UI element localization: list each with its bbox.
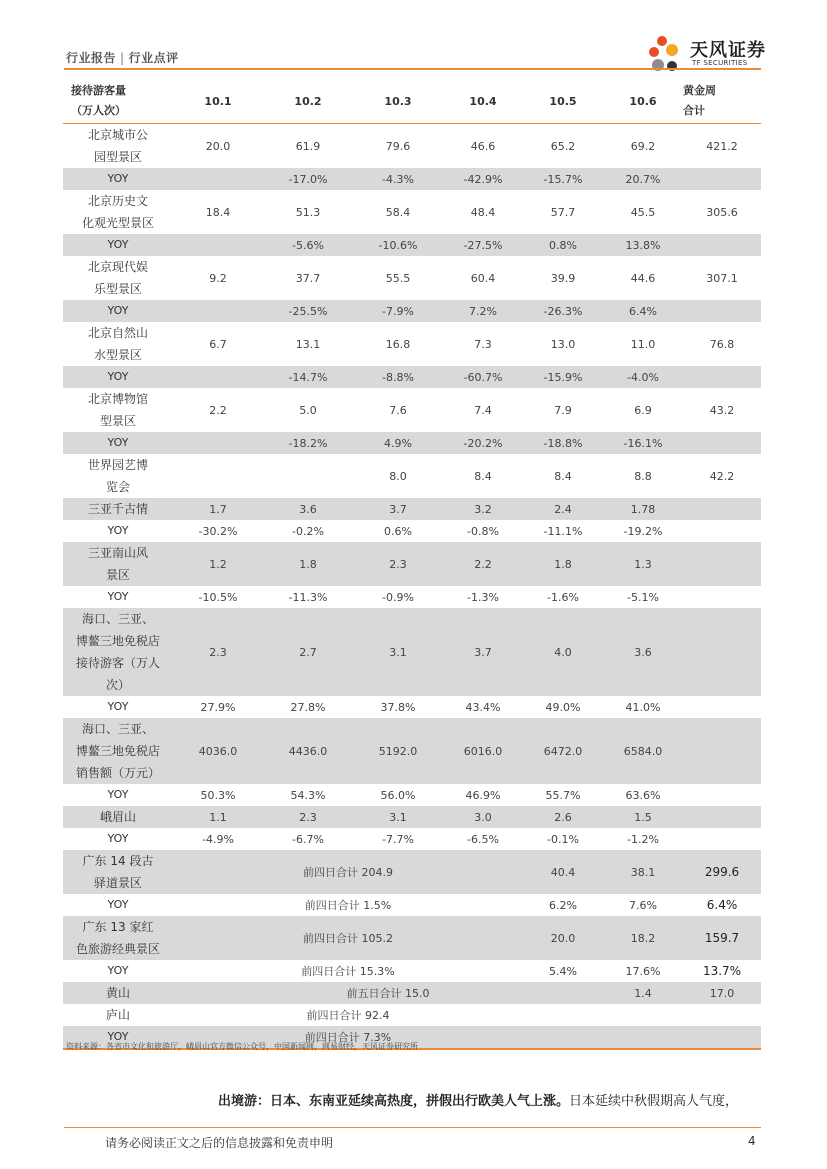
table-cell: 6.9 [634,403,652,417]
table-cell: -0.2% [292,524,324,538]
table-cell: 13.0 [550,337,576,351]
table-cell: -4.9% [202,832,234,846]
table-cell: -1.3% [467,590,499,604]
table-cell: 1.5 [603,806,683,828]
table-cell: 305.6 [706,205,738,219]
table-cell: 43.4% [465,700,501,714]
body-paragraph [218,1090,738,1109]
table-cell: -10.5% [198,590,238,604]
table-header-row [63,79,761,124]
table-cell: -16.1% [603,432,683,454]
table-cell: 前四日合计 7.3% [173,1026,523,1049]
table-cell [683,300,761,322]
table-cell [683,586,761,608]
table-cell [683,718,761,784]
table-cell: 51.3 [295,205,321,219]
table-row [63,432,761,454]
row-label: YOY [63,1026,173,1049]
row-label: 黄山 [63,982,173,1004]
table-cell [523,1026,603,1049]
table-cell: 8.4 [554,469,572,483]
table-cell [263,454,353,498]
table-cell: -30.2% [198,524,238,538]
row-label: 海口、三亚、 博鳌三地免税店 接待游客（万人 次） [63,608,173,696]
table-cell: -1.2% [627,832,659,846]
table-row [63,718,761,784]
table-cell: -42.9% [443,168,523,190]
table-row [63,300,761,322]
table-cell [683,520,761,542]
body-rest: 日本延续中秋假期高人气度， [569,1094,739,1109]
table-cell: 前四日合计 92.4 [306,1009,390,1022]
row-label: 海口、三亚、 博鳌三地免税店 销售额（万元） [63,718,173,784]
table-cell: 0.6% [384,524,412,538]
header-date: 10.5 [549,94,577,108]
table-cell: 1.78 [603,498,683,520]
table-cell: 2.4 [523,498,603,520]
header-separator: | [120,51,125,65]
table-cell [683,828,761,850]
table-cell [173,432,263,454]
table-cell: 46.9% [465,788,501,802]
table-cell: 57.7 [550,205,576,219]
table-cell: 7.6 [389,403,407,417]
table-cell: 76.8 [709,337,735,351]
table-row [63,696,761,718]
row-label: YOY [107,832,129,845]
table-cell: 49.0% [545,700,581,714]
row-label: 世界园艺博 览会 [87,458,148,494]
table-cell: 40.4 [523,850,603,894]
table-cell: 44.6 [630,271,656,285]
header-date: 10.2 [294,94,322,108]
table-cell: -0.1% [547,832,579,846]
table-cell [683,1004,761,1026]
table-row [63,388,761,432]
table-cell: 6.4% [603,300,683,322]
table-cell: 2.3 [353,542,443,586]
header-golden-week-total: 黄金周 合计 [683,84,716,117]
row-label: YOY [63,168,173,190]
table-row [63,454,761,498]
header-date: 10.1 [204,94,232,108]
table-cell: 前四日合计 105.2 [173,916,523,960]
table-cell: 17.6% [625,964,661,978]
table-cell: 2.2 [443,542,523,586]
table-cell: 8.0 [389,469,407,483]
table-cell: 3.1 [353,806,443,828]
table-cell: 65.2 [550,139,576,153]
table-cell: 3.6 [263,498,353,520]
table-cell: 55.7% [545,788,581,802]
table-cell [523,1004,603,1026]
table-row [63,520,761,542]
table-cell: 55.5 [385,271,411,285]
table-cell: 2.7 [263,608,353,696]
table-cell: 8.8 [634,469,652,483]
table-row [63,1004,761,1026]
table-cell: 46.6 [470,139,496,153]
row-label: 三亚南山风 景区 [63,542,173,586]
row-label: 北京城市公 园型景区 [87,128,148,164]
table-cell: 69.2 [630,139,656,153]
table-row [63,960,761,982]
table-cell: 5.0 [299,403,317,417]
table-cell: 50.3% [200,788,236,802]
table-cell: 58.4 [385,205,411,219]
table-cell: 20.0 [205,139,231,153]
table-row [63,806,761,828]
row-label: YOY [63,234,173,256]
table-cell: 6472.0 [523,718,603,784]
logo-chinese-name: 天风证券 [690,40,766,61]
table-row [63,366,761,388]
table-cell: 0.8% [523,234,603,256]
table-cell: 17.0 [683,982,761,1004]
table-cell: 2.3 [173,608,263,696]
table-cell: 41.0% [625,700,661,714]
table-cell: 1.8 [523,542,603,586]
table-cell [173,234,263,256]
table-cell: -18.2% [263,432,353,454]
table-cell: 42.2 [709,469,735,483]
data-source-note: 资料来源：各省市文化和旅游厅，峨眉山官方微信公众号，中国新闻网，网易财经，天风证券研究所 [66,1042,418,1051]
table-row [63,784,761,806]
table-cell [683,696,761,718]
report-type: 行业报告 [66,51,117,65]
table-cell: 6584.0 [603,718,683,784]
table-row [63,322,761,366]
table-row [63,498,761,520]
table-row [63,234,761,256]
table-cell: -11.3% [288,590,328,604]
row-label: YOY [63,300,173,322]
table-cell: 18.2 [603,916,683,960]
table-cell: 4436.0 [263,718,353,784]
table-row [63,168,761,190]
table-cell: -25.5% [263,300,353,322]
table-cell [173,454,263,498]
table-cell: 20.0 [523,916,603,960]
table-cell: 5192.0 [353,718,443,784]
row-label: 广东 14 段古 驿道景区 [63,850,173,894]
report-category [66,49,179,66]
row-label: 北京现代娱 乐型景区 [87,260,148,296]
table-cell: 16.8 [385,337,411,351]
table-cell: 37.7 [295,271,321,285]
row-label: YOY [63,432,173,454]
table-cell: 159.7 [683,916,761,960]
table-cell: 307.1 [706,271,738,285]
table-cell: 7.3 [474,337,492,351]
table-cell: 2.2 [209,403,227,417]
table-cell [683,168,761,190]
table-cell: 1.4 [603,982,683,1004]
table-cell: 前五日合计 15.0 [173,982,603,1004]
visitor-table [63,79,761,1050]
table-cell [683,366,761,388]
header-visitor-volume: 接待游客量 （万人次） [71,84,126,117]
table-cell: 45.5 [630,205,656,219]
table-cell: 3.2 [443,498,523,520]
table-cell [683,784,761,806]
table-row [63,542,761,586]
table-cell: 4.9% [353,432,443,454]
row-label: 北京自然山 水型景区 [87,326,148,362]
row-label: YOY [63,366,173,388]
table-cell: 7.2% [443,300,523,322]
table-row [63,586,761,608]
table-cell: -15.9% [523,366,603,388]
table-cell: -15.7% [523,168,603,190]
table-cell: 61.9 [295,139,321,153]
table-row [63,608,761,696]
table-cell: 63.6% [625,788,661,802]
table-cell: 5.4% [549,964,577,978]
table-cell [173,366,263,388]
table-cell [683,608,761,696]
table-cell [683,234,761,256]
table-cell: 6.4% [706,898,738,912]
table-cell [603,1004,683,1026]
header-date: 10.6 [629,94,657,108]
table-row [63,828,761,850]
table-cell: 13.8% [603,234,683,256]
table-cell: 3.6 [603,608,683,696]
row-label: 北京博物馆 型景区 [87,392,148,428]
table-cell [683,806,761,828]
table-cell: 2.6 [523,806,603,828]
table-cell: 1.2 [173,542,263,586]
table-cell: 37.8% [380,700,416,714]
row-label: YOY [107,898,129,911]
table-cell: 7.4 [474,403,492,417]
table-cell: -7.9% [353,300,443,322]
table-cell: -6.5% [467,832,499,846]
row-label: 北京历史文 化观光型景区 [81,194,154,230]
table-cell: 48.4 [470,205,496,219]
table-cell: 1.8 [263,542,353,586]
table-cell: 54.3% [290,788,326,802]
table-cell: -7.7% [382,832,414,846]
table-cell: -26.3% [523,300,603,322]
table-cell: 7.9 [554,403,572,417]
table-cell: 4036.0 [173,718,263,784]
table-cell: -11.1% [543,524,583,538]
table-cell: -17.0% [263,168,353,190]
table-cell: -27.5% [443,234,523,256]
table-cell: 前四日合计 204.9 [173,850,523,894]
row-label: YOY [107,700,129,713]
footer-disclaimer: 请务必阅读正文之后的信息披露和免责申明 [105,1136,334,1150]
table-cell: -19.2% [623,524,663,538]
table-cell: -0.9% [382,590,414,604]
table-row [63,894,761,916]
table-cell: 6016.0 [443,718,523,784]
table-cell: 前四日合计 15.3% [301,965,395,978]
table-cell: -20.2% [443,432,523,454]
table-cell: 8.4 [474,469,492,483]
table-cell: 27.8% [290,700,326,714]
table-cell: 3.7 [353,498,443,520]
table-cell: -8.8% [353,366,443,388]
table-cell: 9.2 [209,271,227,285]
table-cell: -10.6% [353,234,443,256]
table-cell: 38.1 [603,850,683,894]
table-cell: -6.7% [292,832,324,846]
table-cell: 前四日合计 1.5% [304,899,392,912]
footer-divider [64,1127,761,1128]
header-divider [64,68,761,70]
table-cell: -18.8% [523,432,603,454]
row-label: 广东 13 家红 色旅游经典景区 [63,916,173,960]
table-cell: -5.6% [263,234,353,256]
table-row [63,190,761,234]
row-label: YOY [107,524,129,537]
table-cell: 1.7 [173,498,263,520]
header-date: 10.3 [384,94,412,108]
table-cell: -1.6% [547,590,579,604]
table-cell: 1.3 [603,542,683,586]
table-cell: 13.1 [295,337,321,351]
table-row [63,124,761,169]
table-cell: -14.7% [263,366,353,388]
table-row [63,982,761,1004]
table-cell [173,168,263,190]
table-cell: 2.3 [263,806,353,828]
table-cell: 20.7% [603,168,683,190]
row-label: 三亚千古情 [63,498,173,520]
table-row [63,916,761,960]
header-date: 10.4 [469,94,497,108]
table-cell [683,498,761,520]
logo-english-name: TF SECURITIES [692,59,748,67]
table-cell [683,542,761,586]
row-label: YOY [107,788,129,801]
table-cell [603,1026,683,1049]
table-cell: 79.6 [385,139,411,153]
table-cell: 43.2 [709,403,735,417]
table-cell: 11.0 [630,337,656,351]
table-cell: -60.7% [443,366,523,388]
row-label: YOY [107,590,129,603]
table-cell: 6.7 [209,337,227,351]
table-cell [683,1026,761,1049]
table-cell: 299.6 [683,850,761,894]
row-label: 庐山 [105,1008,130,1022]
table-cell: -5.1% [627,590,659,604]
table-cell: 39.9 [550,271,576,285]
table-cell: 1.1 [173,806,263,828]
report-subtype: 行业点评 [128,51,179,65]
table-cell: 13.7% [702,964,742,978]
row-label: 峨眉山 [63,806,173,828]
table-cell [683,432,761,454]
table-cell: 421.2 [706,139,738,153]
table-cell: 3.0 [443,806,523,828]
table-row [63,256,761,300]
row-label: YOY [107,964,129,977]
page-number: 4 [748,1134,756,1148]
table-cell: -0.8% [467,524,499,538]
table-cell [173,300,263,322]
table-cell: -4.0% [603,366,683,388]
table-cell: 3.1 [353,608,443,696]
table-cell: 7.6% [629,898,657,912]
table-cell: 27.9% [200,700,236,714]
table-cell: 4.0 [523,608,603,696]
table-cell: 3.7 [443,608,523,696]
table-cell: 56.0% [380,788,416,802]
table-row [63,850,761,894]
table-cell: 60.4 [470,271,496,285]
table-cell: 18.4 [205,205,231,219]
body-lead: 出境游：日本、东南亚延续高热度，拼假出行欧美人气上涨。 [218,1094,570,1109]
table-cell: -4.3% [353,168,443,190]
table-cell: 6.2% [549,898,577,912]
